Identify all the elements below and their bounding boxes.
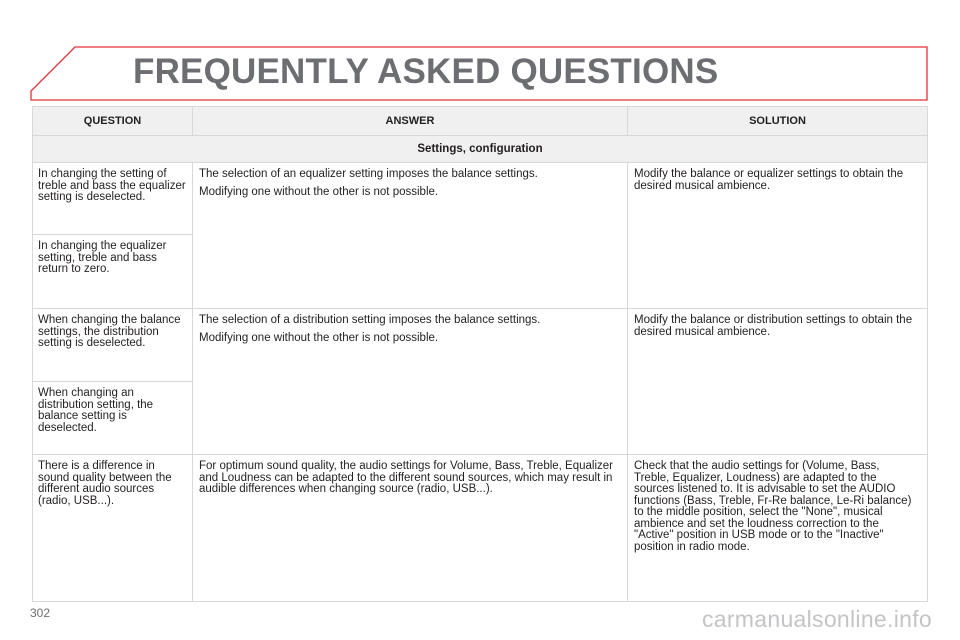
section-heading: Settings, configuration [33,136,927,163]
answer-cell [193,309,628,454]
table-header-row [33,107,927,136]
question-cell: In changing the equalizer setting, treble and bass return to zero. [38,240,167,275]
watermark: carmanualsonline.info [701,606,932,632]
answer-cell [193,455,628,601]
table-row [33,163,927,309]
answer-text: For optimum sound quality, the audio settings for Volume, Bass, Treble, Equalizer and Loudness can be adapted to the different sound sources, which may result in audible differences when changing source (radio, USB...). [199,460,613,495]
question-column [33,309,193,454]
question-cell: When changing an distribution setting, the balance setting is deselected. [38,387,154,434]
answer-cell [193,163,628,308]
page-title: FREQUENTLY ASKED QUESTIONS [133,52,719,91]
answer-text: Modifying one without the other is not possible. [199,185,439,198]
answer-text: The selection of an equalizer setting imposes the balance settings. [199,168,538,180]
header-question: QUESTION [33,107,193,135]
solution-cell: Modify the balance or distribution settings to obtain the desired musical ambience. [634,314,913,338]
question-cell: When changing the balance settings, the distribution setting is deselected. [33,309,192,382]
question-column [33,163,193,308]
page-number: 302 [30,606,51,620]
answer-text: The selection of a distribution setting imposes the balance settings. [199,314,541,326]
solution-cell: Check that the audio settings for (Volume, Bass, Treble, Equalizer, Loudness) are adapted to the sources listened to. It is advisable to set the AUDIO functions (Bass, Treble, Fr-Re balance, Le-Ri balance) to the middle position, select the "None", musical ambience and set the loudness correction to the "Active" position in USB mode or to the "Inactive" position in radio mode. [634,460,912,553]
question-cell: There is a difference in sound quality between the different audio sources (radio, USB...). [38,460,172,507]
solution-cell: Modify the balance or equalizer settings to obtain the desired musical ambience. [634,168,904,192]
table-row [33,455,927,601]
header-answer: ANSWER [193,107,628,135]
faq-table [32,106,928,602]
table-row [33,309,927,455]
answer-text: Modifying one without the other is not possible. [199,331,439,344]
question-cell: In changing the setting of treble and bass the equalizer setting is deselected. [33,163,192,235]
question-column [33,455,193,601]
header-solution: SOLUTION [749,115,806,127]
